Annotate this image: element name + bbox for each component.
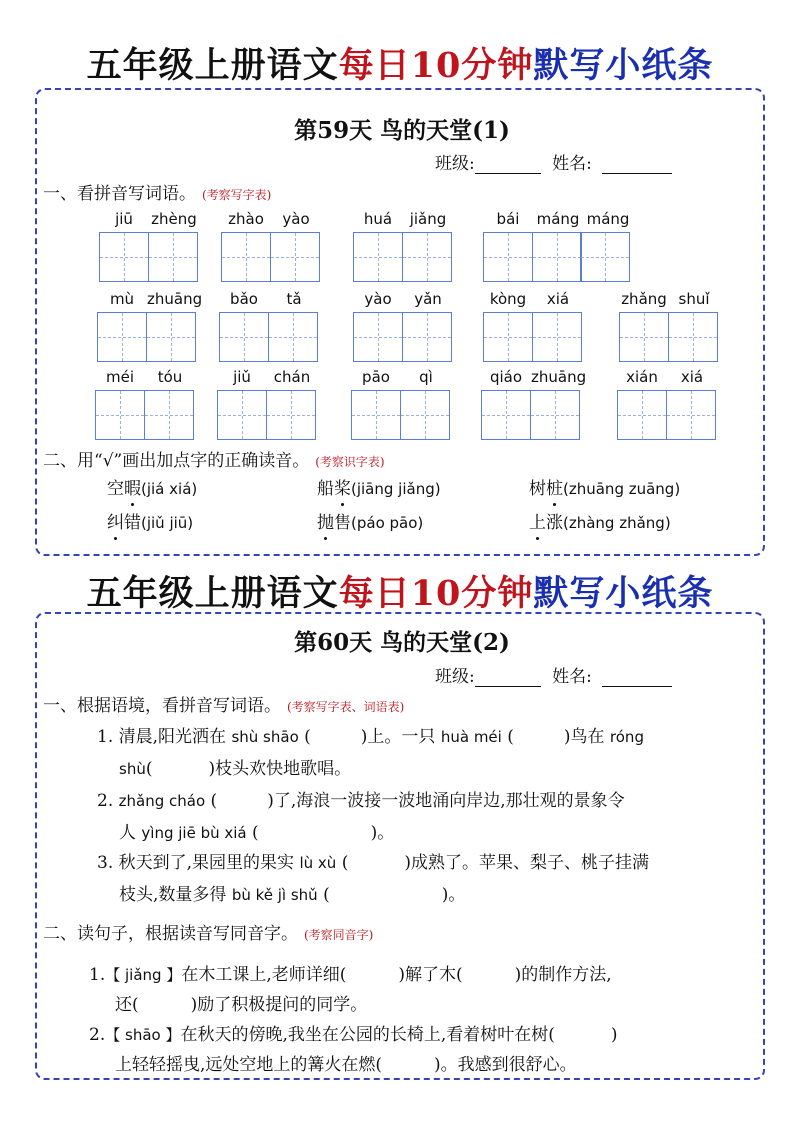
pinyin-label: zhèng [151, 210, 197, 228]
day60-class-name-line [435, 662, 672, 687]
question-text: 在秋天的傍晚,我坐在公园的长椅上,看着树叶在树( [180, 1025, 555, 1045]
question-2-line-2 [119, 818, 394, 843]
pinyin-label: pāo [362, 368, 390, 386]
writing-box[interactable] [99, 232, 149, 282]
reading-choice-item[interactable] [107, 508, 193, 533]
question-text: )励了积极提问的同学。 [190, 995, 368, 1015]
pinyin-label: qiáo [489, 368, 523, 386]
question-text: )的制作方法, [514, 965, 612, 985]
writing-box[interactable] [351, 390, 401, 440]
class-blank[interactable] [475, 156, 541, 174]
section1-note: (考察写字表、词语表) [287, 700, 405, 714]
pinyin-label: qì [419, 368, 433, 386]
question-number: 1. [97, 727, 114, 747]
pronunciation-options[interactable]: (zhuāng zuāng) [563, 480, 681, 498]
answer-paren: ( [323, 885, 330, 905]
writing-box[interactable] [666, 390, 716, 440]
pinyin-label: kòng [489, 290, 527, 308]
homophone-1-line-2 [115, 990, 367, 1015]
pinyin-tag: 【 shāo 】 [105, 1026, 181, 1044]
question-text: )枝头欢快地歌唱。 [208, 759, 352, 779]
pinyin-label: shuǐ [678, 290, 710, 308]
question-text: )了,海浪一波接一波地涌向岸边,那壮观的景象令 [267, 791, 625, 811]
day59-section2-heading [43, 446, 385, 471]
writing-box[interactable] [580, 232, 630, 282]
name-blank[interactable] [602, 669, 672, 687]
section1-title: 一、根据语境，看拼音写词语。 [43, 696, 281, 716]
pinyin-word-group [99, 210, 199, 282]
writing-box[interactable] [483, 312, 533, 362]
name-blank[interactable] [602, 156, 672, 174]
answer-paren: ( [252, 823, 259, 843]
pinyin-prompt: shù shāo [231, 728, 299, 746]
writing-box[interactable] [217, 390, 267, 440]
pinyin-word-group [219, 290, 319, 362]
answer-paren: ( [145, 759, 153, 779]
pronunciation-options[interactable]: (zhàng zhǎng) [563, 514, 671, 532]
pinyin-label: xiá [680, 368, 704, 386]
word-char: 桩 [546, 474, 563, 499]
question-text: 秋天到了,果园里的果实 [118, 853, 295, 873]
question-number: 1. [89, 965, 106, 985]
class-blank[interactable] [475, 669, 541, 687]
pinyin-prompt: huà méi [440, 728, 502, 746]
question-3-line-2 [119, 880, 465, 905]
pinyin-label: zhǎng [621, 290, 667, 308]
writing-box[interactable] [95, 390, 145, 440]
reading-choice-item[interactable] [107, 474, 197, 499]
question-text: )。 [441, 885, 466, 905]
pinyin-label: yào [282, 210, 310, 228]
writing-box[interactable] [268, 312, 318, 362]
name-label: 姓名: [552, 154, 592, 174]
answer-paren: ( [507, 727, 514, 747]
writing-box[interactable] [97, 312, 147, 362]
word-char: 售 [334, 513, 351, 533]
writing-box[interactable] [144, 390, 194, 440]
word-char: 纠 [107, 508, 124, 533]
pinyin-label: tóu [157, 368, 183, 386]
worksheet-banner-bottom [0, 566, 800, 616]
pinyin-label: huá [363, 210, 393, 228]
writing-box[interactable] [270, 232, 320, 282]
pinyin-word-group [97, 290, 203, 362]
question-text: )。 [370, 823, 395, 843]
question-number: 2. [97, 791, 114, 811]
reading-choice-item[interactable] [529, 508, 671, 533]
pinyin-prompt: shù [119, 760, 146, 778]
pinyin-prompt: yìng jiē bù xiá [141, 824, 247, 842]
section2-title: 二、用“√”画出加点字的正确读音。 [43, 451, 310, 471]
pinyin-label: xián [626, 368, 658, 386]
writing-box[interactable] [148, 232, 198, 282]
day60-card [35, 612, 765, 1080]
writing-box[interactable] [402, 312, 452, 362]
question-text: )成熟了。苹果、梨子、桃子挂满 [404, 853, 649, 873]
question-1-line-1 [97, 722, 644, 747]
day59-title: 第59天 鸟的天堂(1) [294, 117, 510, 144]
question-number: 2. [89, 1025, 106, 1045]
answer-paren: ( [210, 791, 218, 811]
homophone-2-line-1 [89, 1020, 618, 1045]
banner-text-black: 五年级上册语文 [86, 45, 339, 86]
pinyin-word-group [217, 368, 317, 440]
pinyin-label: jiǔ [233, 368, 251, 386]
day59-card [35, 88, 765, 556]
pronunciation-options[interactable]: (jiāng jiǎng) [351, 480, 441, 498]
question-text: )解了木( [398, 965, 463, 985]
pinyin-prompt: róng [609, 728, 644, 746]
answer-paren: ( [304, 727, 311, 747]
pinyin-word-group [483, 210, 633, 282]
pinyin-word-group [221, 210, 321, 282]
word-char: 树 [529, 479, 546, 499]
section1-title: 一、看拼音写词语。 [43, 184, 196, 204]
day60-title: 第60天 鸟的天堂(2) [294, 629, 510, 656]
writing-box[interactable] [619, 312, 669, 362]
pinyin-label: jiǎng [409, 210, 447, 228]
pinyin-label: zhuāng [531, 368, 587, 386]
pinyin-prompt: lù xù [299, 854, 337, 872]
writing-box[interactable] [530, 390, 580, 440]
name-label: 姓名: [552, 667, 592, 687]
pinyin-label: mù [109, 290, 135, 308]
pinyin-prompt: bù kě jì shǔ [231, 886, 318, 904]
pinyin-label: xiá [546, 290, 570, 308]
pinyin-word-group [353, 290, 453, 362]
word-char: 涨 [546, 513, 563, 533]
section2-note: (考察同音字) [304, 928, 374, 942]
banner-text-red: 每日10分钟 [338, 45, 534, 86]
word-char: 船 [317, 479, 334, 499]
day60-section1-heading [43, 691, 404, 716]
day59-class-name-line [435, 149, 672, 174]
banner-text-blue: 默写小纸条 [533, 573, 714, 614]
pinyin-tag: 【 jiǎng 】 [105, 966, 182, 984]
question-text: )上。一只 [360, 727, 436, 747]
pronunciation-options[interactable]: (páo pāo) [351, 514, 424, 532]
word-char: 抛 [317, 508, 334, 533]
pinyin-label: tǎ [286, 290, 302, 308]
word-char: 错 [124, 513, 141, 533]
question-text: )鸟在 [563, 727, 605, 747]
writing-box[interactable] [617, 390, 667, 440]
writing-box[interactable] [483, 232, 533, 282]
writing-box[interactable] [221, 232, 271, 282]
pinyin-label: bǎo [230, 290, 258, 308]
pinyin-word-group [353, 210, 453, 282]
word-char: 暇 [124, 474, 141, 499]
banner-text-black: 五年级上册语文 [86, 573, 339, 614]
question-text: 在木工课上,老师详细( [181, 965, 347, 985]
question-2-line-1 [97, 786, 625, 811]
question-number: 3. [97, 853, 114, 873]
pinyin-prompt: zhǎng cháo [118, 792, 206, 810]
writing-box[interactable] [146, 312, 196, 362]
question-3-line-1 [97, 848, 649, 873]
homophone-1-line-1 [89, 960, 612, 985]
pinyin-label: bái [496, 210, 520, 228]
writing-box[interactable] [400, 390, 450, 440]
pinyin-label: chán [273, 368, 311, 386]
banner-text-red: 每日10分钟 [338, 573, 534, 614]
pinyin-label: yǎn [414, 290, 442, 308]
question-text: 枝头,数量多得 [119, 885, 227, 905]
reading-choice-item[interactable] [529, 474, 680, 499]
pinyin-word-group [483, 290, 583, 362]
pronunciation-options[interactable]: (jiá xiá) [141, 480, 198, 498]
word-char: 桨 [334, 474, 351, 499]
class-label: 班级: [435, 154, 475, 174]
homophone-2-line-2 [115, 1050, 577, 1075]
writing-box[interactable] [668, 312, 718, 362]
writing-box[interactable] [219, 312, 269, 362]
question-text: 还( [115, 995, 139, 1015]
word-char: 空 [107, 479, 124, 499]
writing-box[interactable] [353, 312, 403, 362]
question-text: 人 [119, 823, 136, 843]
pinyin-label: zhào [228, 210, 264, 228]
day60-section2-heading [43, 919, 373, 944]
question-1-line-2 [119, 754, 351, 779]
writing-box[interactable] [481, 390, 531, 440]
pinyin-label: méi [105, 368, 134, 386]
section1-note: (考察写字表) [202, 188, 272, 202]
pronunciation-options[interactable]: (jiǔ jiū) [141, 514, 194, 532]
pinyin-label: zhuāng [147, 290, 203, 308]
worksheet-banner-top [0, 38, 800, 88]
day59-section1-heading [43, 179, 271, 204]
word-char: 上 [529, 508, 546, 533]
writing-box[interactable] [266, 390, 316, 440]
question-text: ) [610, 1025, 618, 1045]
banner-text-blue: 默写小纸条 [533, 45, 714, 86]
writing-box[interactable] [532, 232, 582, 282]
writing-box[interactable] [353, 232, 403, 282]
pinyin-word-group [617, 368, 717, 440]
question-text: 清晨,阳光洒在 [118, 727, 227, 747]
question-text: 上轻轻摇曳,远处空地上的篝火在燃( [115, 1055, 383, 1075]
class-label: 班级: [435, 667, 475, 687]
pinyin-label: jiū [115, 210, 133, 228]
answer-paren: ( [341, 853, 349, 873]
reading-choice-item[interactable] [317, 508, 423, 533]
pinyin-word-group [95, 368, 195, 440]
pinyin-word-group [619, 290, 719, 362]
question-text: )。我感到很舒心。 [434, 1055, 577, 1075]
pinyin-word-group [481, 368, 587, 440]
section2-title: 二、读句子，根据读音写同音字。 [43, 924, 298, 944]
section2-note: (考察识字表) [315, 455, 385, 469]
writing-box[interactable] [532, 312, 582, 362]
pinyin-label: máng [586, 210, 630, 228]
writing-box[interactable] [402, 232, 452, 282]
reading-choice-item[interactable] [317, 474, 441, 499]
pinyin-word-group [351, 368, 451, 440]
pinyin-label: yào [364, 290, 392, 308]
pinyin-label: máng [536, 210, 580, 228]
